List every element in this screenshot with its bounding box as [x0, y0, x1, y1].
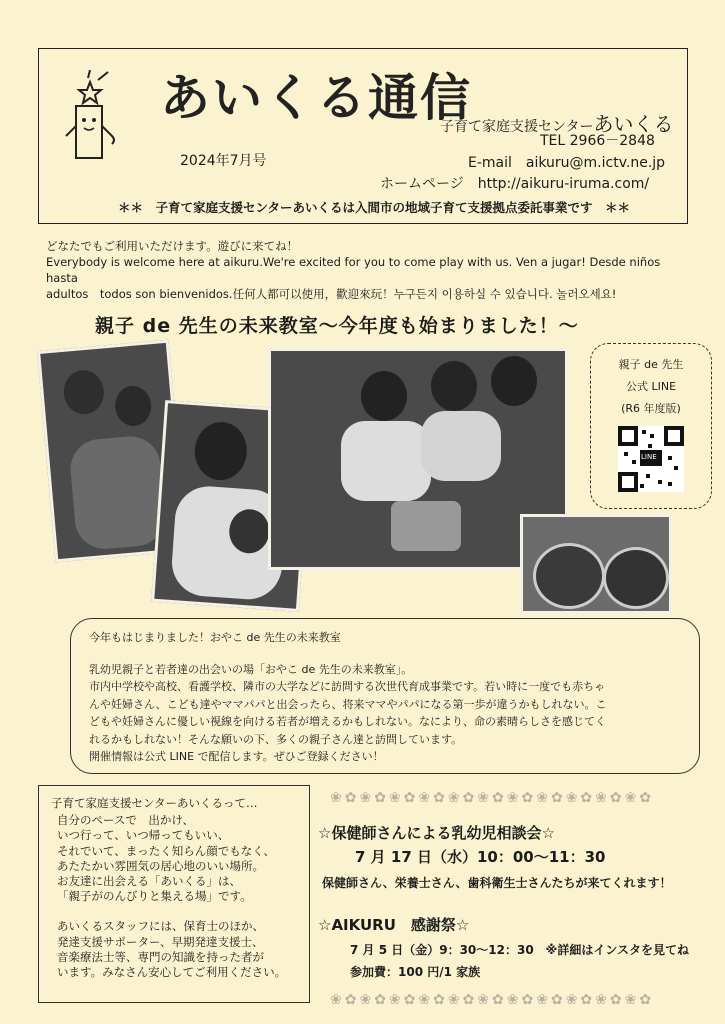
- info-line: どもや妊婦さんに優しい視線を向ける若者が増えるかもしれない。なにより、命の素晴らしさを感じてく: [89, 715, 606, 728]
- homepage-link[interactable]: ホームページ http://aikuru-iruma.com/: [380, 176, 650, 192]
- welcome-text: [46, 238, 686, 302]
- about-line: それでいて、まったく知らん顔でもなく、: [57, 843, 276, 858]
- about-line: 「親子がのんびりと集える場」です。: [57, 889, 252, 904]
- candle-mascot-icon: [62, 70, 124, 166]
- welcome-line: adultos todos son bienvenidos.任何人都可以使用，歡迎來玩！누구든지 이용하실 수 있습니다. 놀러오세요!: [46, 287, 617, 301]
- qr-line-label: LINE: [641, 453, 657, 461]
- about-line: お友達に出会える「あいくる」は、: [57, 874, 241, 889]
- info-line: れるかもしれない！そんな願いの下、多くの親子さん達と訪問しています。: [89, 732, 463, 746]
- photo-food: [520, 514, 672, 614]
- about-line: います。みなさん安心してご利用ください。: [57, 965, 287, 980]
- decorative-border-bottom: ❀✿❀✿❀✿❀✿❀✿❀✿❀✿❀✿❀✿❀✿❀✿: [330, 992, 655, 1008]
- info-line: んや妊婦さん、こども達やママパパと出会ったら、将来ママやパパになる第一歩が違うかもしれない。こ: [89, 697, 607, 711]
- event-consultation-time: 7 月 17 日（水）10：00～11：30: [355, 848, 606, 866]
- telephone: TEL 2966－2848: [540, 133, 655, 149]
- about-line: あたたかい雰囲気の居心地のいい場所。: [57, 858, 264, 873]
- line-qr-box: [590, 343, 712, 509]
- about-line: いつ行って、いつ帰ってもいい、: [57, 828, 230, 843]
- line-box-label: (R6 年度版): [621, 402, 681, 415]
- event-festival-fee: 参加費：100 円/1 家族: [350, 965, 481, 979]
- about-box: [38, 785, 310, 1003]
- about-heading: 子育て家庭支援センターあいくるって…: [51, 796, 258, 810]
- issue-date: 2024年7月号: [180, 153, 267, 169]
- welcome-line: どなたでもご利用いただけます。遊びに来てね！: [46, 239, 299, 253]
- info-box: [70, 618, 700, 774]
- about-line: 自分のペースで 出かけ、: [57, 813, 194, 828]
- tagline: ＊＊ 子育て家庭支援センターあいくるは入間市の地域子育て支援拠点委託事業です ＊＊: [118, 200, 631, 215]
- qr-code-icon[interactable]: [618, 426, 684, 492]
- event-consultation-desc: 保健師さん、栄養士さん、歯科衛生士さんたちが来てくれます！: [322, 876, 672, 890]
- decorative-border-top: ❀✿❀✿❀✿❀✿❀✿❀✿❀✿❀✿❀✿❀✿❀✿: [330, 790, 655, 806]
- email-address[interactable]: E-mail aikuru@m.ictv.ne.jp: [468, 155, 666, 171]
- event-festival-title: ☆AIKURU 感謝祭☆: [318, 916, 470, 934]
- info-line: 乳幼児親子と若者達の出会いの場「おやこ de 先生の未来教室」。: [89, 662, 413, 676]
- center-prefix: 子育て家庭支援センター: [440, 119, 594, 135]
- about-body: [57, 813, 299, 980]
- line-box-label: 親子 de 先生: [618, 358, 684, 371]
- line-box-label: 公式 LINE: [625, 380, 677, 393]
- newsletter-title: あいくる通信: [160, 69, 472, 127]
- info-line: 市内中学校や高校、看護学校、隣市の大学などに訪問する次世代育成事業です。若い時に一度でも赤ちゃ: [89, 680, 606, 693]
- event-consultation-title: ☆保健師さんによる乳幼児相談会☆: [318, 824, 555, 842]
- about-line: [57, 904, 299, 919]
- about-line: 音楽療法士等、専門の知識を持った者が: [57, 949, 264, 964]
- info-line: 開催情報は公式 LINE で配信します。ぜひご登録ください！: [89, 750, 384, 763]
- center-name-main: あいくる: [593, 112, 674, 136]
- section-title: 親子 de 先生の未来教室～今年度も始まりました！～: [95, 315, 579, 337]
- about-line: 発達支援サポーター、早期発達支援士、: [57, 934, 264, 949]
- event-festival-time: 7 月 5 日（金）9：30～12：30 ※詳細はインスタを見てね: [350, 943, 689, 957]
- welcome-line: Everybody is welcome here at aikuru.We're excited for you to come play with us. Ven a jugar! Desde niños hasta: [46, 255, 661, 285]
- about-line: あいくるスタッフには、保育士のほか、: [57, 919, 264, 934]
- info-heading: 今年もはじまりました！おやこ de 先生の未来教室: [89, 631, 341, 644]
